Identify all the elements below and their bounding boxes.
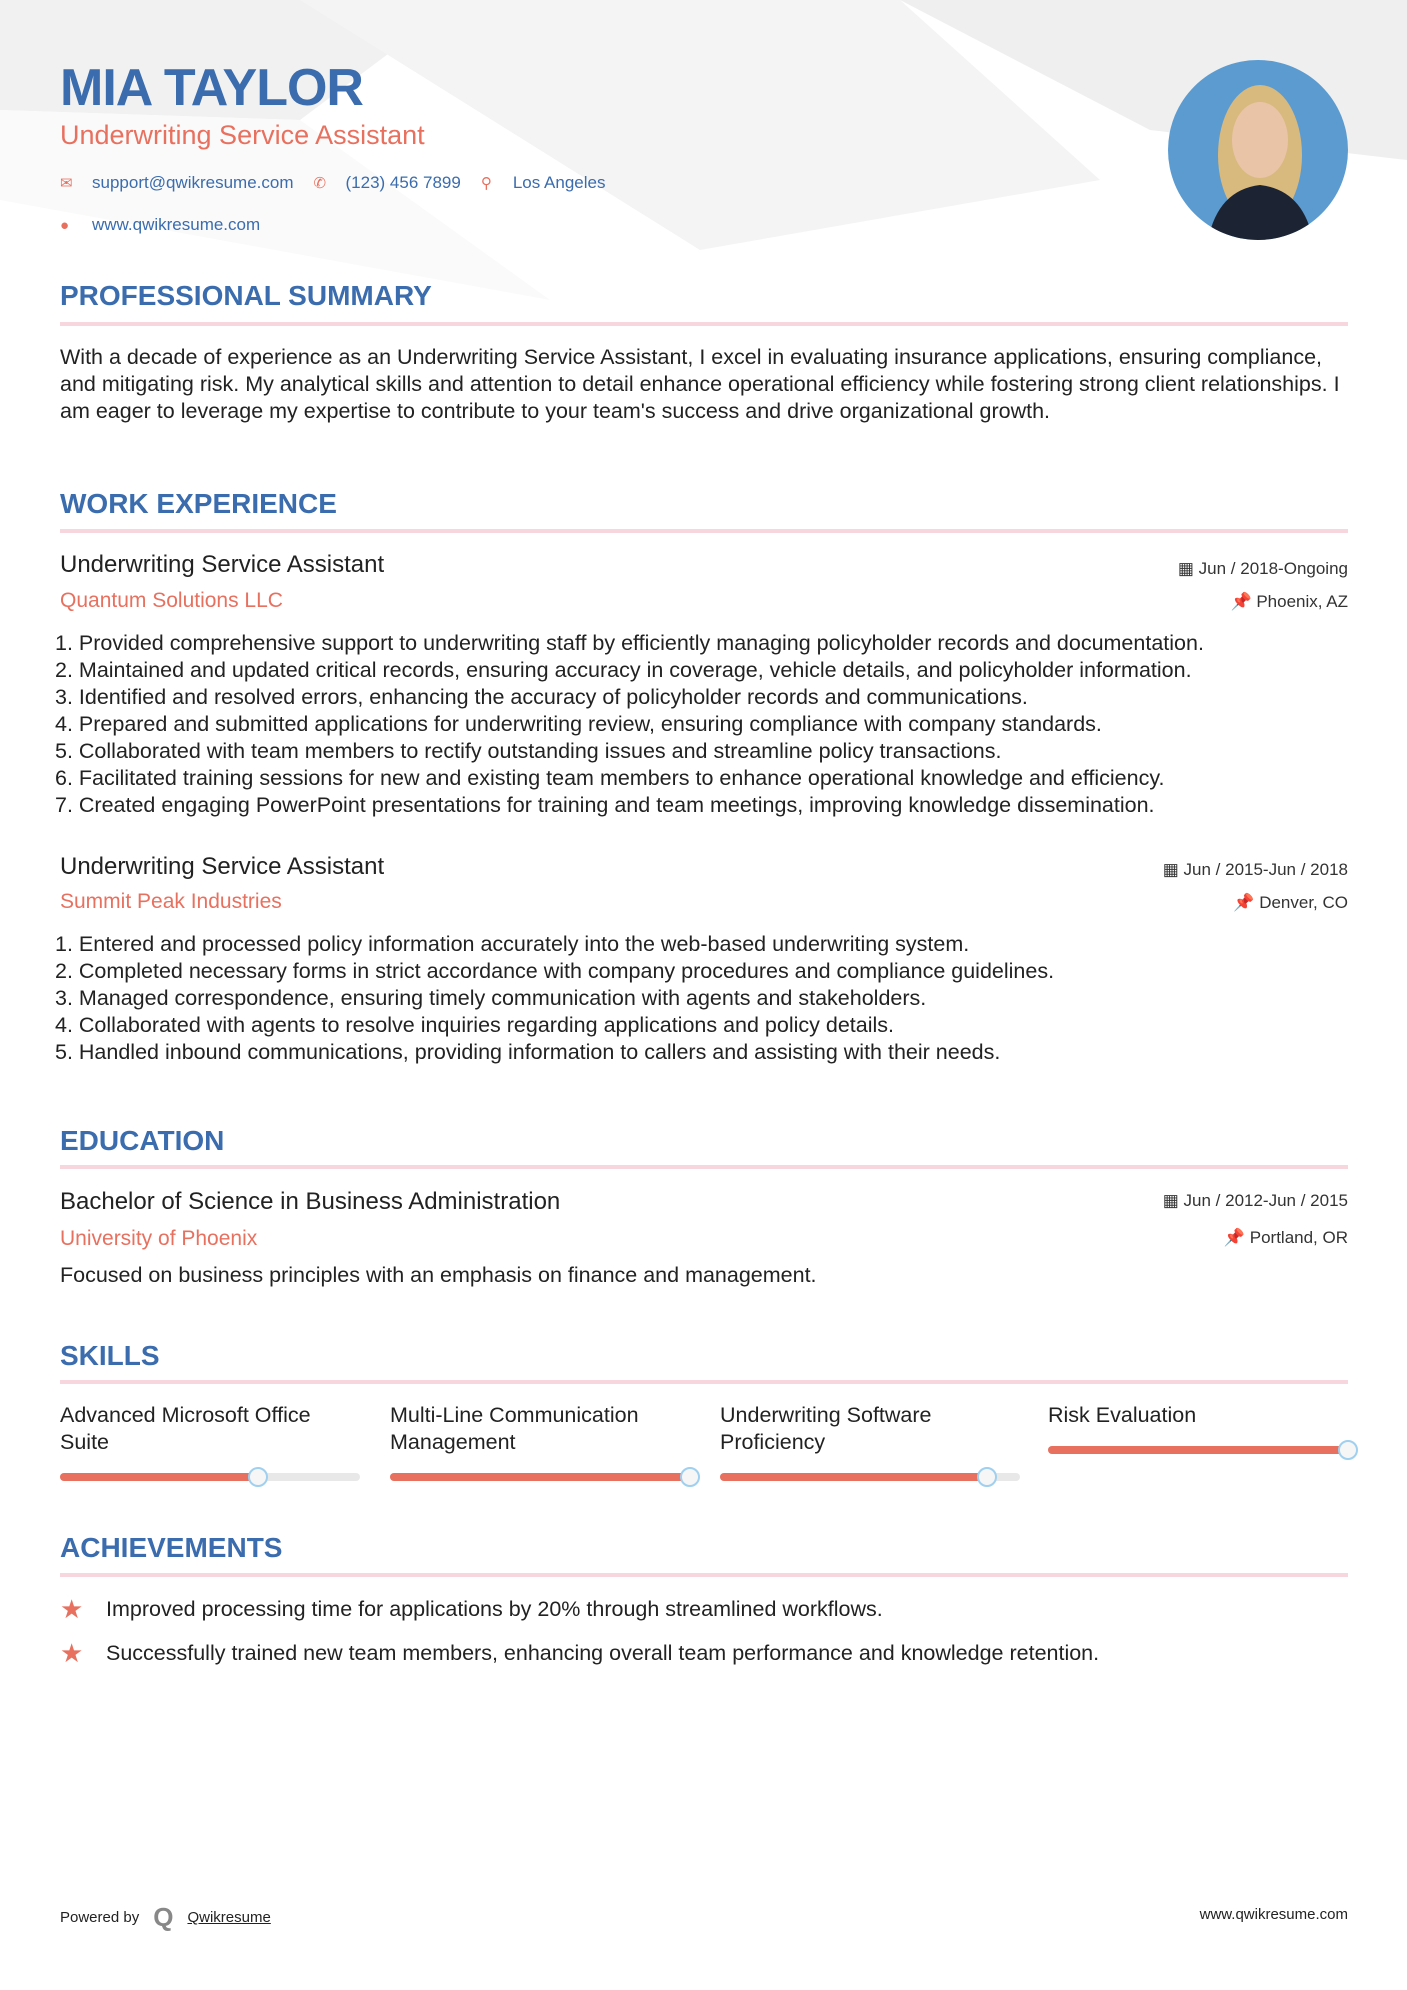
list-item: 3. Managed correspondence, ensuring timely communication with agents and stakeholders.	[55, 986, 927, 1010]
skill-level-knob	[1338, 1440, 1358, 1460]
skill-level-bar	[1048, 1446, 1348, 1454]
dates-text: Jun / 2012-Jun / 2015	[1183, 1191, 1348, 1210]
skill-name: Underwriting Software Proficiency	[720, 1403, 932, 1454]
summary-text: With a decade of experience as an Underwriting Service Assistant, I excel in evaluating insurance applications, ensuring compliance, and mitigating risk. My analytical skills and attention to detail enhance operational efficiency while fostering strong client relationships. I am eager to leverage my expertise to contribute to your team's success and drive organizational growth.	[60, 345, 1340, 423]
footer-brand	[60, 1902, 271, 1933]
candidate-title: Underwriting Service Assistant	[60, 120, 425, 150]
list-item: 1. Entered and processed policy information accurately into the web-based underwriting system.	[55, 932, 970, 956]
skill-level-bar	[390, 1473, 690, 1481]
pin-icon: 📌	[1230, 592, 1257, 611]
email-link[interactable]: support@qwikresume.com	[92, 173, 294, 192]
calendar-icon: ▦	[1177, 559, 1199, 578]
skill-name: Advanced Microsoft Office Suite	[60, 1403, 311, 1454]
skill-name: Multi-Line Communication Management	[390, 1403, 639, 1454]
list-item: 7. Created engaging PowerPoint presentations for training and team meetings, improving knowledge dissemination.	[55, 793, 1155, 817]
job-bullets	[55, 931, 1355, 1066]
list-item: 5. Collaborated with team members to rectify outstanding issues and streamline policy transactions.	[55, 739, 1002, 763]
skill-level-fill	[390, 1473, 690, 1481]
job-location	[1233, 893, 1348, 913]
skill-level-fill	[60, 1473, 258, 1481]
school-name: University of Phoenix	[60, 1227, 258, 1250]
achievement-item	[60, 1638, 1099, 1669]
qwikresume-logo-icon: Q	[153, 1902, 174, 1932]
skill-item	[60, 1402, 360, 1456]
skill-item	[1048, 1402, 1348, 1456]
education-dates	[1163, 1191, 1348, 1211]
list-item: 1. Provided comprehensive support to underwriting staff by efficiently managing policyholder records and documentation.	[55, 631, 1204, 655]
skill-name: Risk Evaluation	[1048, 1403, 1197, 1427]
email-icon: ✉	[60, 175, 73, 192]
profile-photo	[1168, 60, 1348, 240]
calendar-icon: ▦	[1162, 860, 1184, 879]
divider	[60, 1165, 1348, 1169]
list-item: 5. Handled inbound communications, providing information to callers and assisting with their needs.	[55, 1040, 1001, 1064]
list-item: 4. Collaborated with agents to resolve inquiries regarding applications and policy details.	[55, 1013, 894, 1037]
footer-website[interactable]: www.qwikresume.com	[1199, 1906, 1348, 1923]
globe-icon: ●	[60, 216, 70, 234]
location-pin-icon: ⚲	[480, 175, 492, 192]
skill-level-knob	[977, 1467, 997, 1487]
location-text: Los Angeles	[512, 173, 606, 192]
list-item: 2. Maintained and updated critical records, ensuring accuracy in coverage, vehicle details, and policyholder information.	[55, 658, 1192, 682]
skill-item	[390, 1402, 690, 1456]
skill-level-knob	[248, 1467, 268, 1487]
skill-item	[720, 1402, 1020, 1456]
job-title: Underwriting Service Assistant	[60, 551, 385, 578]
star-icon: ★	[60, 1638, 84, 1668]
list-item: 4. Prepared and submitted applications for underwriting review, ensuring compliance with company standards.	[55, 712, 1102, 736]
divider	[60, 322, 1348, 326]
pin-icon: 📌	[1233, 893, 1260, 912]
website-link[interactable]: www.qwikresume.com	[92, 215, 261, 234]
summary-heading: PROFESSIONAL SUMMARY	[60, 280, 432, 311]
degree-title: Bachelor of Science in Business Administration	[60, 1188, 561, 1215]
pin-icon: 📌	[1223, 1228, 1250, 1247]
calendar-icon: ▦	[1162, 1191, 1184, 1210]
job-bullets	[55, 630, 1355, 819]
star-icon: ★	[60, 1594, 84, 1624]
skill-level-knob	[680, 1467, 700, 1487]
brand-link[interactable]: Qwikresume	[187, 1909, 271, 1926]
job-dates	[1163, 860, 1348, 880]
education-description: Focused on business principles with an emphasis on finance and management.	[60, 1263, 817, 1287]
divider	[60, 1573, 1348, 1577]
skill-level-fill	[1048, 1446, 1348, 1454]
skill-level-bar	[720, 1473, 1020, 1481]
location-text: Denver, CO	[1259, 893, 1348, 912]
list-item: 3. Identified and resolved errors, enhancing the accuracy of policyholder records and communications.	[55, 685, 1028, 709]
dates-text: Jun / 2015-Jun / 2018	[1183, 860, 1348, 879]
company-name: Summit Peak Industries	[60, 890, 282, 913]
job-dates	[1178, 559, 1348, 579]
contact-row	[60, 173, 605, 193]
work-heading: WORK EXPERIENCE	[60, 488, 337, 519]
list-item: 6. Facilitated training sessions for new and existing team members to enhance operational knowledge and efficiency.	[55, 766, 1165, 790]
skill-level-fill	[720, 1473, 987, 1481]
powered-by-label: Powered by	[60, 1909, 140, 1926]
divider	[60, 529, 1348, 533]
job-title: Underwriting Service Assistant	[60, 853, 385, 880]
list-item: 2. Completed necessary forms in strict accordance with company procedures and compliance guidelines.	[55, 959, 1055, 983]
education-location	[1224, 1228, 1348, 1248]
skills-heading: SKILLS	[60, 1340, 160, 1371]
phone-icon: ✆	[313, 175, 327, 192]
achievement-text: Improved processing time for applications by 20% through streamlined workflows.	[106, 1597, 883, 1621]
candidate-name: MIA TAYLOR	[60, 59, 363, 117]
achievements-heading: ACHIEVEMENTS	[60, 1532, 283, 1563]
skill-level-bar	[60, 1473, 360, 1481]
website-row	[60, 215, 260, 235]
location-text: Portland, OR	[1249, 1228, 1348, 1247]
achievement-text: Successfully trained new team members, enhancing overall team performance and knowledge retention.	[106, 1641, 1100, 1665]
location-text: Phoenix, AZ	[1256, 592, 1348, 611]
divider	[60, 1380, 1348, 1384]
company-name: Quantum Solutions LLC	[60, 589, 283, 612]
job-location	[1230, 592, 1348, 612]
achievement-item	[60, 1594, 883, 1625]
education-heading: EDUCATION	[60, 1125, 225, 1156]
phone-text: (123) 456 7899	[345, 173, 461, 192]
dates-text: Jun / 2018-Ongoing	[1198, 559, 1348, 578]
